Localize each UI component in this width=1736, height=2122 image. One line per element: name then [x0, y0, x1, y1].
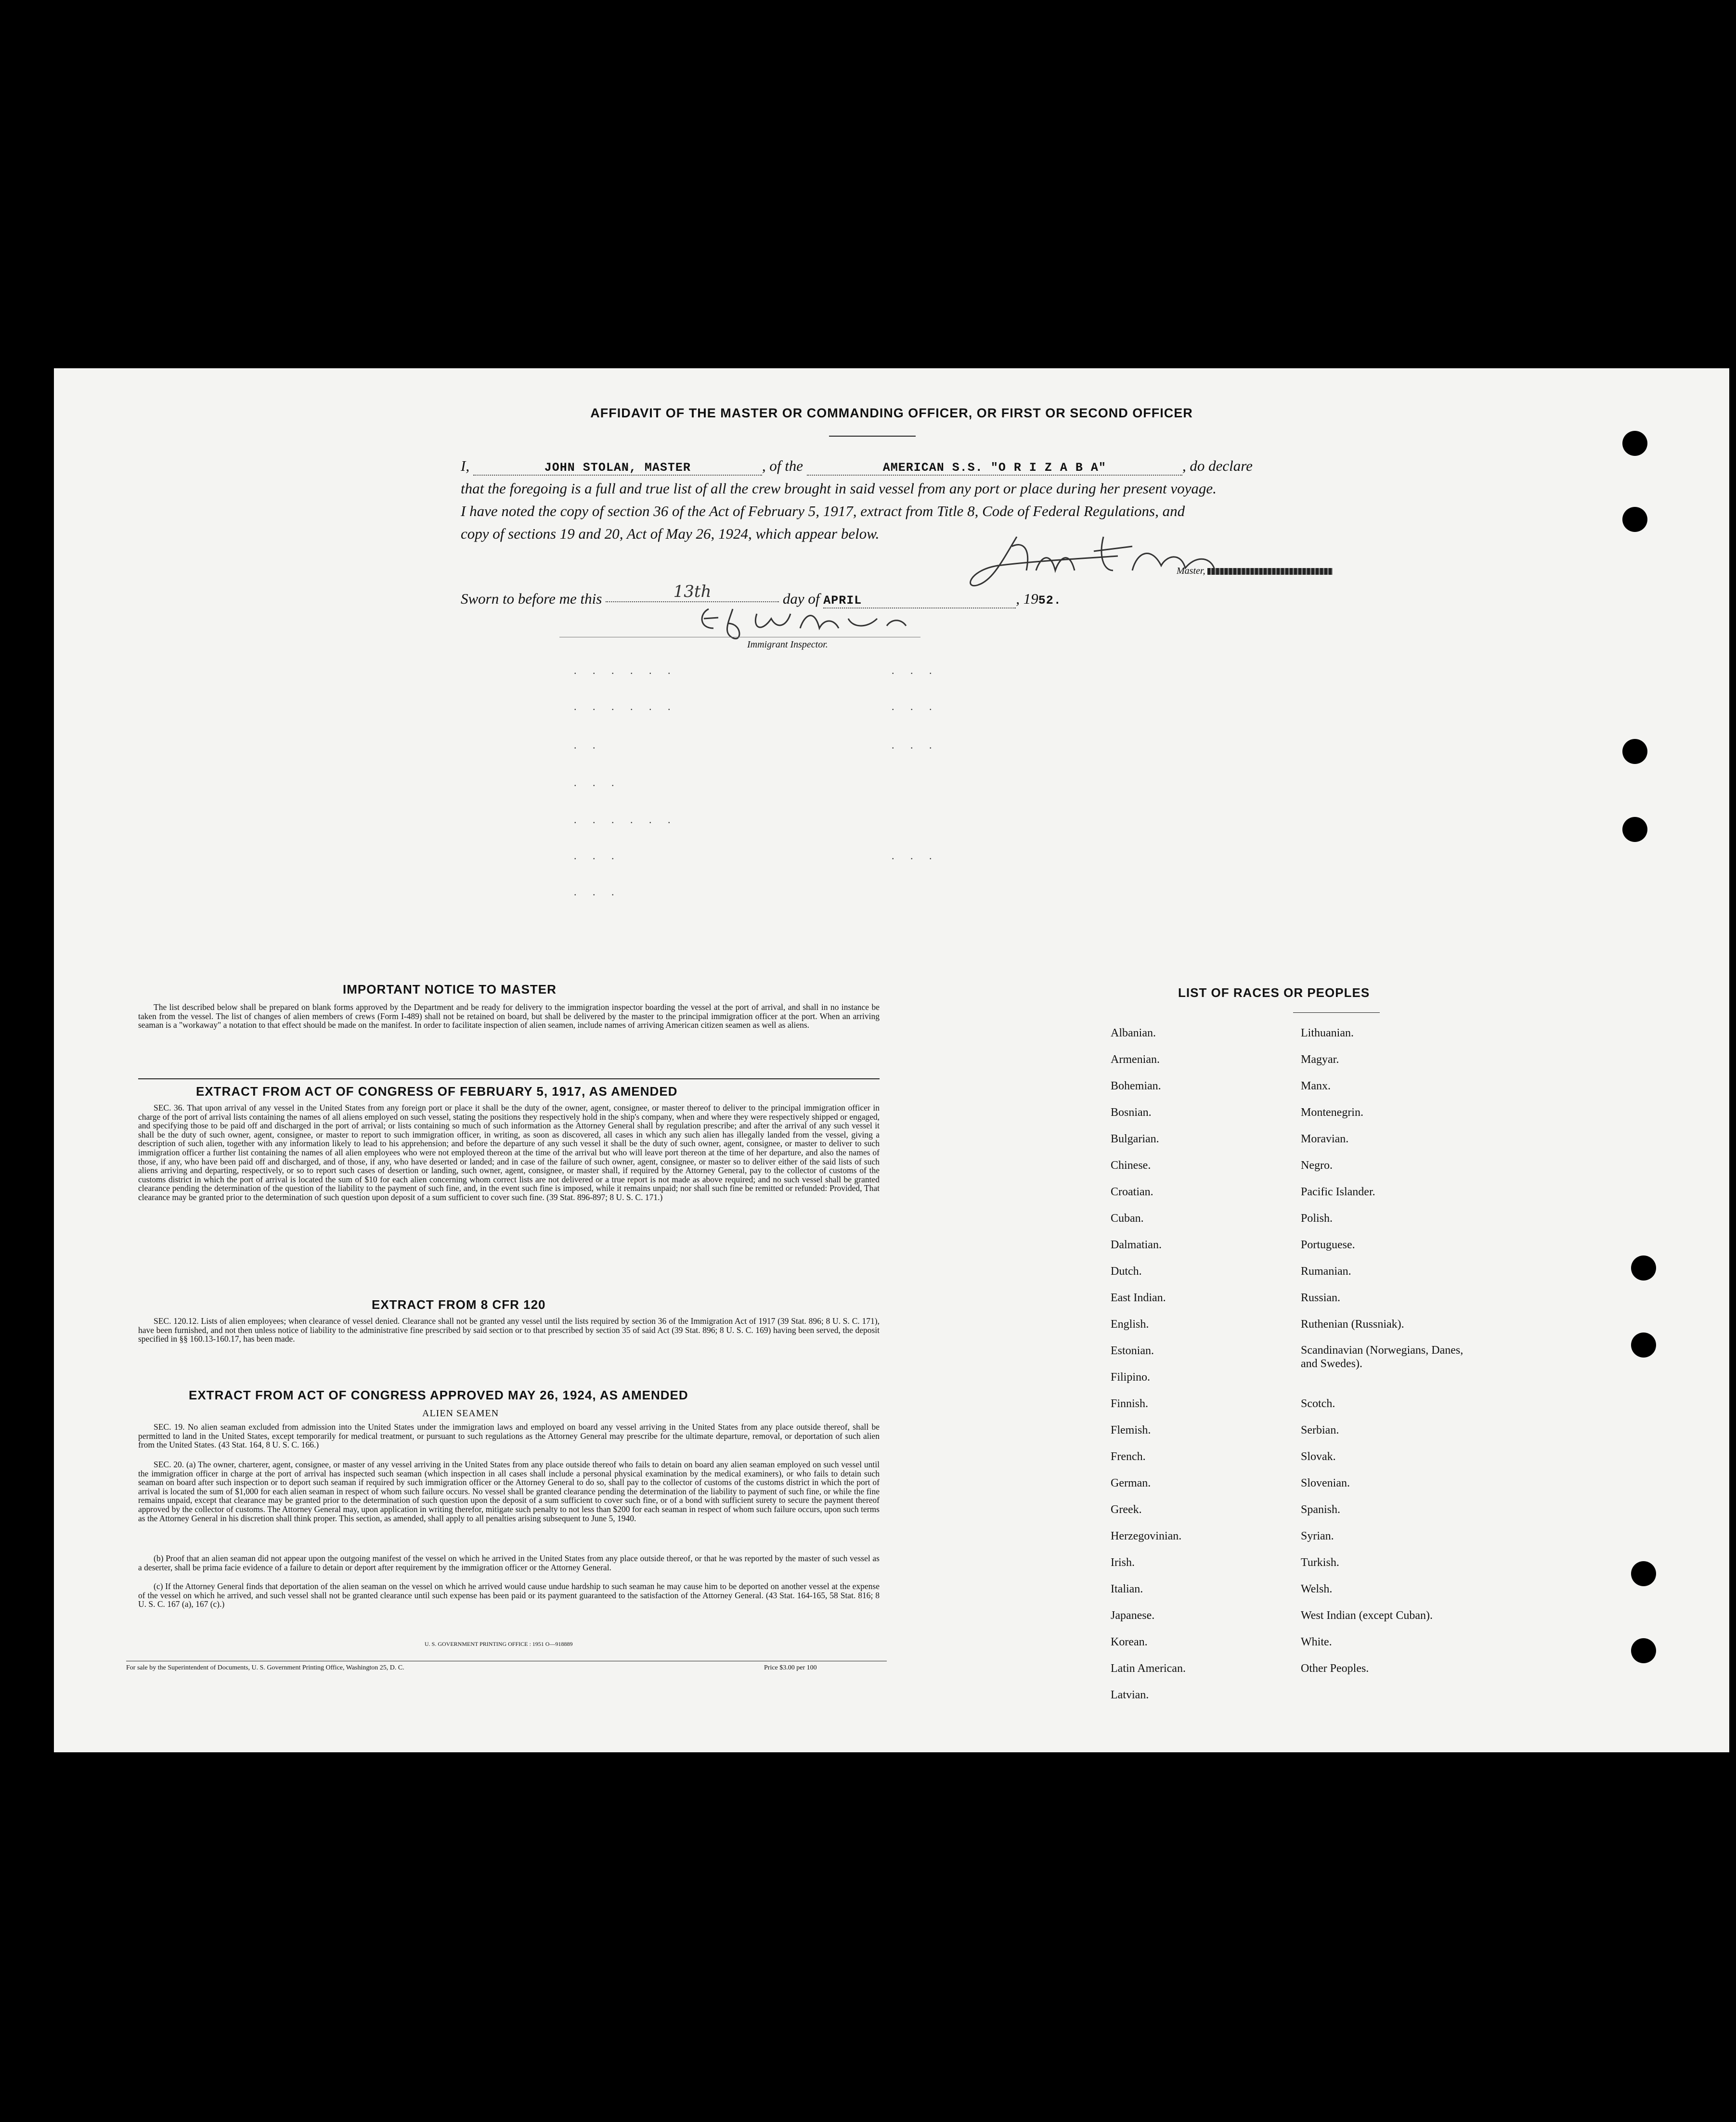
race-item: Scotch. [1301, 1397, 1335, 1410]
notice-title: IMPORTANT NOTICE TO MASTER [343, 982, 557, 996]
race-item: Russian. [1301, 1292, 1341, 1304]
race-item: Montenegrin. [1301, 1106, 1363, 1119]
race-item: Estonian. [1111, 1345, 1154, 1357]
race-item: Cuban. [1111, 1212, 1144, 1225]
races-title: LIST OF RACES OR PEOPLES [1178, 985, 1370, 1000]
race-item: English. [1111, 1318, 1149, 1331]
race-item: Ruthenian (Russniak). [1301, 1318, 1404, 1331]
vessel-name: AMERICAN S.S. "O R I Z A B A" [882, 461, 1106, 475]
sworn-month: APRIL [823, 594, 862, 608]
race-item: Armenian. [1111, 1053, 1160, 1066]
binder-hole [1622, 817, 1647, 842]
race-item: Dalmatian. [1111, 1239, 1162, 1251]
sworn-prefix: Sworn to before me this [461, 590, 602, 607]
binder-hole [1622, 739, 1647, 764]
race-item: Filipino. [1111, 1371, 1151, 1384]
master-caption-text: Master, [1177, 566, 1205, 576]
vessel-field [807, 457, 1182, 476]
race-item: Bulgarian. [1111, 1133, 1159, 1145]
binder-hole [1622, 507, 1647, 532]
extract-cfr-text: SEC. 120.12. Lists of alien employees; when clearance of vessel denied. Clearance shall not be granted any vessel until the lists required by section 36 of the Immigration Act of 1917 (39 Stat. 896; 8 U. S. C. 171), have been furnished, and not then unless notice of liability to the administrative fine prescribed by said section or to that prescribed by section 35 of said Act (39 Stat. 896; 8 U. S. C. 169) having been served, the deposit specified in §§ 160.13-160.17, has been made. [138, 1316, 880, 1344]
race-item: Negro. [1301, 1159, 1333, 1172]
race-item: Bosnian. [1111, 1106, 1152, 1119]
pronoun: I, [461, 457, 470, 474]
race-item: German. [1111, 1477, 1151, 1489]
race-item: Croatian. [1111, 1186, 1153, 1198]
race-item: East Indian. [1111, 1292, 1166, 1304]
alien-seamen-subtitle: ALIEN SEAMEN [422, 1408, 499, 1419]
sec20c-text: (c) If the Attorney General finds that deportation of the alien seaman on the vessel on which he arrived would cause undue hardship to such seaman he may cause him to be deported on another vessel at the expense of the vessel on which he arrived, and such vessel shall not be granted clearance until such expense has been paid or its payment guaranteed to the satisfaction of the Attorney General. (43 Stat. 164-165, 58 Stat. 816; 8 U. S. C. 167 (a), 167 (c).) [138, 1581, 880, 1609]
extract-cfr-title: EXTRACT FROM 8 CFR 120 [372, 1297, 546, 1312]
race-item: Albanian. [1111, 1027, 1156, 1039]
races-rule [1293, 1012, 1380, 1013]
race-item: Latvian. [1111, 1689, 1149, 1701]
race-item: White. [1301, 1636, 1332, 1648]
binder-hole [1631, 1561, 1656, 1586]
race-item: Turkish. [1301, 1556, 1339, 1569]
race-item: West Indian (except Cuban). [1301, 1609, 1433, 1622]
footer-right: Price $3.00 per 100 [764, 1664, 817, 1671]
race-item: Other Peoples. [1301, 1662, 1369, 1675]
race-item: Slovak. [1301, 1450, 1336, 1463]
race-item: Irish. [1111, 1556, 1135, 1569]
struck-title [1207, 568, 1333, 575]
race-item: Japanese. [1111, 1609, 1155, 1622]
master-caption [1177, 566, 1333, 577]
race-item: Spanish. [1301, 1503, 1341, 1516]
year-prefix: , 19 [1016, 590, 1038, 607]
race-item: Herzegovinian. [1111, 1530, 1182, 1542]
extract-1917-text: SEC. 36. That upon arrival of any vessel in the United States from any foreign port or place it shall be the duty of the owner, agent, consignee, or master thereof to deliver to the principal immigration officer in charge of the port of arrival lists containing the names of all aliens employed on such vessel, stating the positions they respectively hold in the ship's company, when and where they were respectively shipped or engaged, and specifying those to be paid off and discharged in the port of arrival; or lists containing so much of such information as the Attorney General shall by regulation prescribe; and after the arrival of any such vessel it shall be the duty of such owner, agent, consignee, or master to report to such immigration officer, in writing, as soon as discovered, all cases in which any such alien has illegally landed from the vessel, giving a description of such alien, together with any information likely to lead to his apprehension; and before the departure of any such vessel it shall be the duty of such owner, agent, consignee, or master to deliver to such immigration officer a further list containing the names of all alien employees who were not employed thereon at the time of the arrival but who will leave port thereon at the time of her departure, and also the names of those, if any, who have been paid off and discharged, and of those, if any, who have deserted or landed; and in case of the failure of such owner, agent, consignee, or master so to deliver either of the said lists of such aliens arriving and departing, respectively, or so to report such cases of desertion or landing, such owner, agent, consignee, or master shall, if required by the Attorney General, pay to the collector of customs of the customs district in which the port of arrival is located the sum of $10 for each alien concerning whom correct lists are not delivered or a true report is not made as above required; and no such vessel shall be granted clearance pending the determination of the question of the liability to the payment of such fine, and, in the event such fine is imposed, while it remains unpaid; nor shall such fine be remitted or refunded: Provided, That clearance may be granted prior to the determination of such question upon deposit of a sum sufficient to cover such fine. (39 Stat. 896-897; 8 U. S. C. 171.) [138, 1103, 880, 1202]
race-item: Portuguese. [1301, 1239, 1355, 1251]
affidavit-title: AFFIDAVIT OF THE MASTER OR COMMANDING OFFICER, OR FIRST OR SECOND OFFICER [590, 406, 1193, 420]
race-item: Lithuanian. [1301, 1027, 1354, 1039]
day-of-text: day of [782, 590, 820, 607]
sec19-text: SEC. 19. No alien seaman excluded from admission into the United States under the immigration laws and employed on board any vessel arriving in the United States from any place outside thereof, shall be permitted to land in the United States, except temporarily for medical treatment, or pursuant to such regulations as the Attorney General may prescribe for the ultimate departure, removal, or deportation of such alien from the United States. (43 Stat. 164, 8 U. S. C. 166.) [138, 1422, 880, 1450]
race-item: Magyar. [1301, 1053, 1339, 1066]
race-item: Chinese. [1111, 1159, 1151, 1172]
form-page: AFFIDAVIT OF THE MASTER OR COMMANDING OFFICER, OR FIRST OR SECOND OFFICER I, JOHN STOLAN, MASTER , of the AMERICAN S.S. "O R I Z A B A" , do declare that the foregoing is a full and true list of all the crew brought in said vessel from any port or place during her present voyage. I have noted the copy of section 36 of the Act of February 5, 1917, extract from Title 8, Code of Federal Regulations, and copy of sections 19 and 20, Act of May 26, 1924, which appear below. Master, Sworn to before me this 13th day of APRIL , 1952. Immigrant Inspector. . . . . . . . . . . . . . . . . . . . . . . . . . . . . . . . . . . . . . . . . . IMPORTANT NOTICE TO MASTER The list described below shall be prepared on blank forms approved by the Department and be ready for delivery to the immigration inspector boarding the vessel at the port of arrival, and shall in no instance be taken from the vessel. The list of changes of alien members of crews (Form I-489) shall not be retained on board, but shall be delivered by the master to the principal immigration officer at the port. When an arriving seaman is a "workaway" a notation to that effect should be made on the manifest. In order to facilitate inspection of alien seamen, include names of arriving American citizen seamen as well as aliens. EXTRACT FROM ACT OF CONGRESS OF FEBRUARY 5, 1917, AS AMENDED SEC. 36. That upon arrival of any vessel in the United States from any foreign port or place it shall be the duty of the owner, agent, consignee, or master thereof to deliver to the principal immigration officer in charge of the port of arrival lists containing the names of all aliens employed on such vessel, stating the positions they respectively hold in the ship's company, when and where they were respectively shipped or engaged, and specifying those to be paid off and discharged in the port of arrival; or lists containing so much of such information as the Attorney General shall by regulation prescribe; and after the arrival of any such vessel it shall be the duty of such owner, agent, consignee, or master to report to such immigration officer, in writing, as soon as discovered, all cases in which any such alien has illegally landed from the vessel, giving a description of such alien, together with any information likely to lead to his apprehension; and before the departure of any such vessel it shall be the duty of such owner, agent, consignee, or master to deliver to such immigration officer a further list containing the names of all alien employees who were not employed thereon at the time of the arrival but who will leave port thereon at the time of her departure, and also the names of those, if any, who have been paid off and discharged, and of those, if any, who have deserted or landed; and in case of the failure of such owner, agent, consignee, or master so to deliver either of the said lists of such aliens arriving and departing, respectively, or so to report such cases of desertion or landing, such owner, agent, consignee, or master shall, if required by the Attorney General, pay to the collector of customs of the customs district in which the port of arrival is located the sum of $10 for each alien concerning whom correct lists are not delivered or a true report is not made as above required; and no such vessel shall be granted clearance pending the determination of the question of the liability to the payment of such fine, and, in the event such fine is imposed, while it remains unpaid; nor shall such fine be remitted or refunded: Provided, That clearance may be granted prior to the determination of such question upon deposit of a sum sufficient to cover such fine. (39 Stat. 896-897; 8 U. S. C. 171.) EXTRACT FROM 8 CFR 120 SEC. 120.12. Lists of alien employees; when clearance of vessel denied. Clearance shall not be granted any vessel until the lists required by section 36 of the Immigration Act of 1917 (39 Stat. 896; 8 U. S. C. 171), have been furnished, and not then unless notice of liability to the administrative fine prescribed by said section or to that prescribed by section 35 of said Act (39 Stat. 896; 8 U. S. C. 169) having been served, the deposit specified in §§ 160.13-160.17, has been made. EXTRACT FROM ACT OF CONGRESS APPROVED MAY 26, 1924, AS AMENDED ALIEN SEAMEN SEC. 19. No alien seaman excluded from admission into the United States under the immigration laws and employed on board any vessel arriving in the United States from any place outside thereof, shall be permitted to land in the United States, except temporarily for medical treatment, or pursuant to such regulations as the Attorney General may prescribe for the ultimate departure, removal, or deportation of such alien from the United States. (43 Stat. 164, 8 U. S. C. 166.) SEC. 20. (a) The owner, charterer, agent, consignee, or master of any vessel arriving in the United States from any place outside thereof who fails to detain on board any alien seaman employed on such vessel until the immigration officer in charge at the port of arrival has inspected such seaman (which inspection in all cases shall include a personal physical examination by the medical examiners), or who fails to detain such seaman on board after such inspection or to deport such seaman if required by such immigration officer or the Attorney General to do so, shall pay to the collector of customs of the customs district in which the port of arrival is located the sum of $1,000 for each alien seaman in respect of whom such failure occurs. No vessel shall be granted clearance pending the determination of the liability to payment of such fine, or while the fine remains unpaid, except that clearance may be granted prior to the determination of such question upon the deposit of a sum sufficient to cover such fine, or of a bond with sufficient surety to secure the payment thereof approved by the collector of customs. The Attorney General may, upon application in writing therefor, mitigate such penalty to not less than $200 for each seaman in respect of whom such failure occurs, upon such terms as the Attorney General in his discretion shall think proper. This section, as amended, shall apply to all penalties arising subsequent to June 5, 1940. (b) Proof that an alien seaman did not appear upon the outgoing manifest of the vessel on which he arrived in the United States from any place outside thereof, or that he was reported by the master of such vessel as a deserter, shall be prima facie evidence of a failure to detain or deport after requirement by the immigration officer or the Attorney General. (c) If the Attorney General finds that deportation of the alien seaman on the vessel on which he arrived would cause undue hardship to such seaman he may cause him to be deported on another vessel at the expense of the vessel on which he arrived, and such vessel shall not be granted clearance until such expense has been paid or its payment guaranteed to the satisfaction of the Attorney General. (43 Stat. 164-165, 58 Stat. 816; 8 U. S. C. 167 (a), 167 (c).) U. S. GOVERNMENT PRINTING OFFICE : 1951 O—918889 For sale by the Superintendent of Documents, U. S. Government Printing Office, Washington 25, D. C. Price $3.00 per 100 LIST OF RACES OR PEOPLES Albanian. Armenian. Bohemian. Bosnian. Bulgarian. Chinese. Croatian. Cuban. Dalmatian. Dutch. East Indian. English. Estonian. Filipino. Finnish. Flemish. French. German. Greek. Herzegovinian. Irish. Italian. Japanese. Korean. Latin American. Latvian. Lithuanian. Magyar. Manx. Montenegrin. Moravian. Negro. Pacific Islander. Polish. Portuguese. Rumanian. Russian. Ruthenian (Russniak). Scandinavian (Norwegians, Danes, and Swedes). Scotch. Serbian. Slovak. Slovenian. Spanish. Syrian. Turkish. Welsh. West Indian (except Cuban). White. Other Peoples. [54, 368, 1729, 1752]
binder-hole [1631, 1333, 1656, 1358]
race-item: Serbian. [1301, 1424, 1339, 1436]
race-item: French. [1111, 1450, 1146, 1463]
inspector-signature [694, 599, 925, 643]
do-declare-text: , do declare [1182, 457, 1253, 474]
binder-hole [1622, 431, 1647, 456]
race-item: Slovenian. [1301, 1477, 1350, 1489]
declarant-name: JOHN STOLAN, MASTER [544, 461, 691, 475]
extract-1924-title: EXTRACT FROM ACT OF CONGRESS APPROVED MAY 26, 1924, AS AMENDED [189, 1388, 688, 1402]
race-item: Korean. [1111, 1636, 1148, 1648]
declaration-text-2: that the foregoing is a full and true list of all the crew brought in said vessel from any port or place during her present voyage. [461, 480, 1217, 497]
master-signature [959, 518, 1334, 599]
sworn-day: 13th [673, 582, 712, 601]
race-item: Flemish. [1111, 1424, 1151, 1436]
notice-text: The list described below shall be prepared on blank forms approved by the Department and be ready for delivery to the immigration inspector boarding the vessel at the port of arrival, and shall in no instance be taken from the vessel. The list of changes of alien members of crews (Form I-489) shall not be retained on board, but shall be delivered by the master to the principal immigration officer at the port. When an arriving seaman is a "workaway" a notation to that effect should be made on the manifest. In order to facilitate inspection of alien seamen, include names of arriving American citizen seamen as well as aliens. [138, 1002, 880, 1030]
races-right-column [1301, 1026, 1474, 1688]
of-the-text: , of the [762, 457, 803, 474]
race-item: Italian. [1111, 1583, 1143, 1595]
sworn-year: 52. [1038, 594, 1062, 608]
race-item: Pacific Islander. [1301, 1186, 1375, 1198]
race-item: Syrian. [1301, 1530, 1334, 1542]
race-item: Manx. [1301, 1080, 1331, 1092]
race-item: Welsh. [1301, 1583, 1333, 1595]
declaration-text-4: copy of sections 19 and 20, Act of May 26, 1924, which appear below. [461, 525, 880, 542]
races-left-column [1111, 1026, 1186, 1714]
race-item: Scandinavian (Norwegians, Danes, and Swedes). [1301, 1344, 1464, 1370]
race-item: Rumanian. [1301, 1265, 1351, 1278]
sec20b-text: (b) Proof that an alien seaman did not appear upon the outgoing manifest of the vessel on which he arrived in the United States from any place outside thereof, or that he was reported by the master of such vessel as a deserter, shall be prima facie evidence of a failure to detain or deport after requirement by the immigration officer or the Attorney General. [138, 1553, 880, 1572]
race-item: Finnish. [1111, 1397, 1149, 1410]
notice-rule [138, 1078, 880, 1079]
sec20a-text: SEC. 20. (a) The owner, charterer, agent, consignee, or master of any vessel arriving in the United States from any place outside thereof who fails to detain on board any alien seaman employed on such vessel until the immigration officer in charge at the port of arrival has inspected such seaman (which inspection in all cases shall include a personal physical examination by the medical examiners), or who fails to detain such seaman on board after such inspection or to deport such seaman if required by such immigration officer or the Attorney General to do so, shall pay to the collector of customs of the customs district in which the port of arrival is located the sum of $1,000 for each alien seaman in respect of whom such failure occurs. No vessel shall be granted clearance pending the determination of the liability to payment of such fine, or while the fine remains unpaid, except that clearance may be granted prior to the determination of such question upon the deposit of a sum sufficient to cover such fine, or of a bond with sufficient surety to secure the payment thereof approved by the collector of customs. The Attorney General may, upon application in writing therefor, mitigate such penalty to not less than $200 for each seaman in respect of whom such failure occurs, upon such terms as the Attorney General in his discretion shall think proper. This section, as amended, shall apply to all penalties arising subsequent to June 5, 1940. [138, 1460, 880, 1523]
binder-hole [1631, 1638, 1656, 1663]
declaration-text-3: I have noted the copy of section 36 of the Act of February 5, 1917, extract from Title 8, Code of Federal Regulations, and [461, 503, 1185, 519]
race-item: Polish. [1301, 1212, 1333, 1225]
title-rule [829, 436, 916, 437]
race-item: Moravian. [1301, 1133, 1349, 1145]
race-item: Latin American. [1111, 1662, 1186, 1675]
printing-office-note: U. S. GOVERNMENT PRINTING OFFICE : 1951 O—918889 [425, 1641, 573, 1647]
binder-hole [1631, 1255, 1656, 1281]
inspector-caption: Immigrant Inspector. [747, 639, 828, 650]
race-item: Dutch. [1111, 1265, 1142, 1278]
race-item: Bohemian. [1111, 1080, 1161, 1092]
declarant-field [473, 457, 762, 476]
footer-left: For sale by the Superintendent of Documents, U. S. Government Printing Office, Washington 25, D. C. [126, 1664, 404, 1671]
race-item: Greek. [1111, 1503, 1142, 1516]
extract-1917-title: EXTRACT FROM ACT OF CONGRESS OF FEBRUARY 5, 1917, AS AMENDED [196, 1084, 678, 1099]
declaration-line [461, 457, 1253, 476]
